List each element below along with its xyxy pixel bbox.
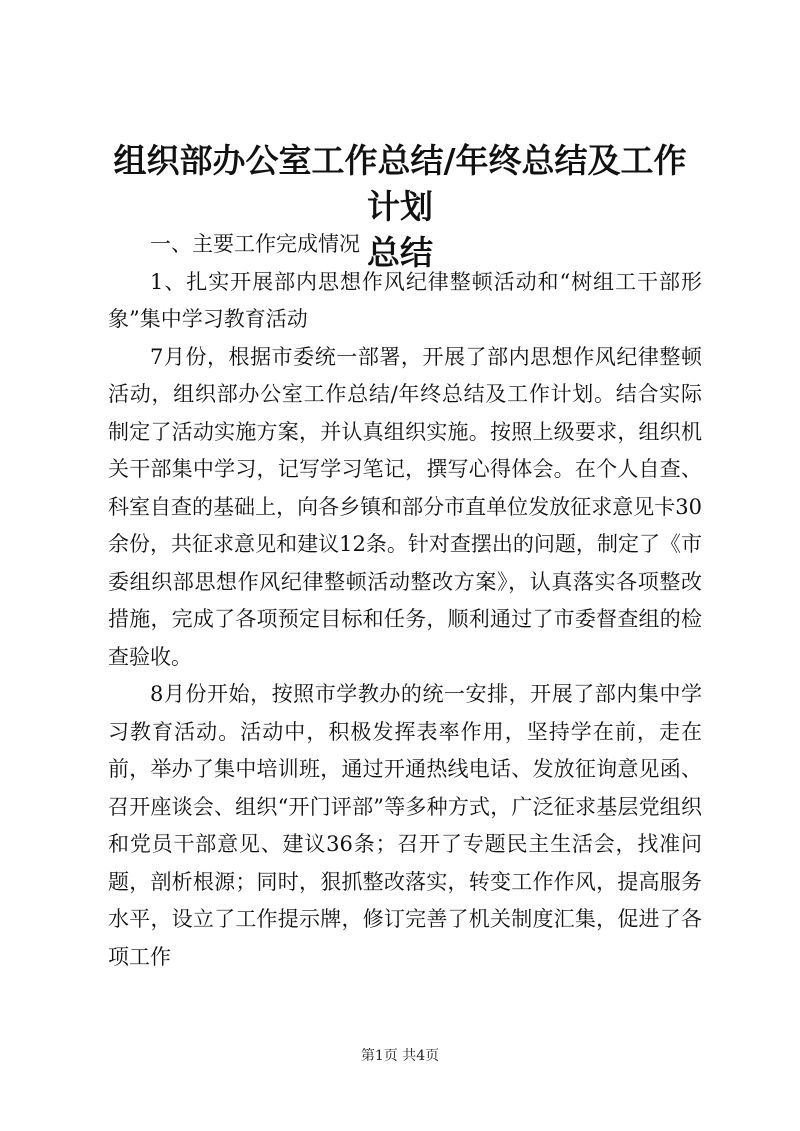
document-body <box>108 226 702 976</box>
body-paragraph: 7月份，根据市委统一部署，开展了部内思想作风纪律整顿活动，组织部办公室工作总结/年终总结及工作计划。结合实际制定了活动实施方案，并认真组织实施。按照上级要求，组织机关干部集中学习，记写学习笔记，撰写心得体会。在个人自查、科室自查的基础上，向各乡镇和部分市直单位发放征求意见卡30余份，共征求意见和建议12条。针对查摆出的问题，制定了《市委组织部思想作风纪律整顿活动整改方案》，认真落实各项整改措施，完成了各项预定目标和任务，顺利通过了市委督查组的检查验收。 <box>108 344 702 669</box>
page-footer <box>0 1046 800 1066</box>
section-heading: 一、主要工作完成情况 <box>150 232 360 256</box>
body-paragraph: 8月份开始，按照市学教办的统一安排，开展了部内集中学习教育活动。活动中，积极发挥表率作用，坚持学在前，走在前，举办了集中培训班，通过开通热线电话、发放征询意见函、召开座谈会、组织“开门评部”等多种方式，广泛征求基层党组织和党员干部意见、建议36条；召开了专题民主生活会，找准问题，剖析根源；同时，狠抓整改落实，转变工作作风，提高服务水平，设立了工作提示牌，修订完善了机关制度汇集，促进了各项工作 <box>108 682 702 969</box>
title-line-1: 组织部办公室工作总结/年终总结及工作计划 <box>113 141 687 226</box>
subsection-heading: 1、扎实开展部内思想作风纪律整顿活动和“树组工干部形象”集中学习教育活动 <box>108 269 702 331</box>
title-line-2: 总结 <box>367 233 433 272</box>
page-number: 第1页 共4页 <box>360 1048 440 1064</box>
